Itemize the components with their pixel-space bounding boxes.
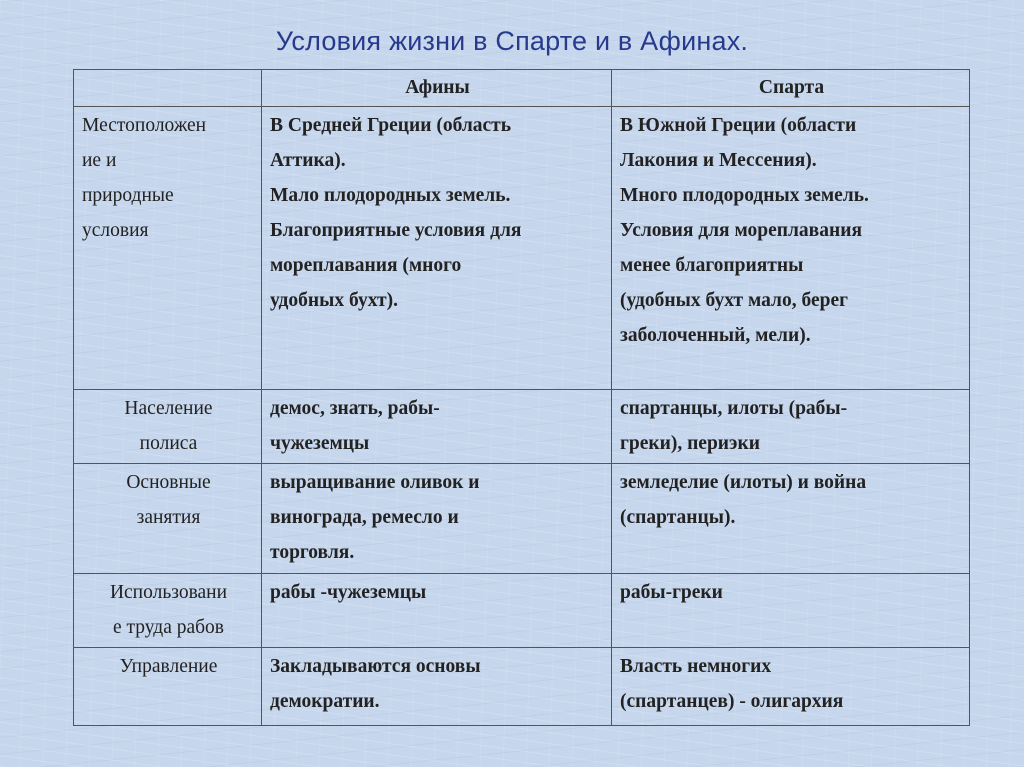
row-label-population: Население полиса <box>74 390 262 464</box>
row-label-location: Местоположен ие и природные условия <box>74 107 262 390</box>
cell-athens-government: Закладываются основы демократии. <box>262 648 612 726</box>
row-label-occupations: Основные занятия <box>74 464 262 574</box>
header-athens: Афины <box>262 70 612 107</box>
comparison-table <box>73 69 970 726</box>
table-row-location <box>74 107 970 390</box>
slide-title: Условия жизни в Спарте и в Афинах. <box>275 26 749 56</box>
table-row-population <box>74 390 970 464</box>
table-row-occupations <box>74 464 970 574</box>
cell-athens-population: демос, знать, рабы- чужеземцы <box>262 390 612 464</box>
cell-sparta-occupations: земледелие (илоты) и война (спартанцы). <box>612 464 970 574</box>
cell-athens-location: В Средней Греции (область Аттика). Мало плодородных земель. Благоприятные условия для мореплавания (много удобных бухт). <box>262 107 612 390</box>
table-row-government <box>74 648 970 726</box>
cell-athens-occupations: выращивание оливок и винограда, ремесло и торговля. <box>262 464 612 574</box>
cell-sparta-location: В Южной Греции (области Лакония и Мессения). Много плодородных земель. Условия для мореплавания менее благоприятны (удобных бухт мало, берег заболоченный, мели). <box>612 107 970 390</box>
table-header-row <box>74 70 970 107</box>
table-row-slave-labor <box>74 574 970 648</box>
row-label-government: Управление <box>74 648 262 726</box>
cell-sparta-population: спартанцы, илоты (рабы- греки), периэки <box>612 390 970 464</box>
row-label-slave-labor: Использовани е труда рабов <box>74 574 262 648</box>
cell-athens-slave-labor: рабы -чужеземцы <box>262 574 612 648</box>
cell-sparta-slave-labor: рабы-греки <box>612 574 970 648</box>
cell-sparta-government: Власть немногих (спартанцев) - олигархия <box>612 648 970 726</box>
header-sparta: Спарта <box>612 70 970 107</box>
header-empty-cell <box>74 70 262 107</box>
